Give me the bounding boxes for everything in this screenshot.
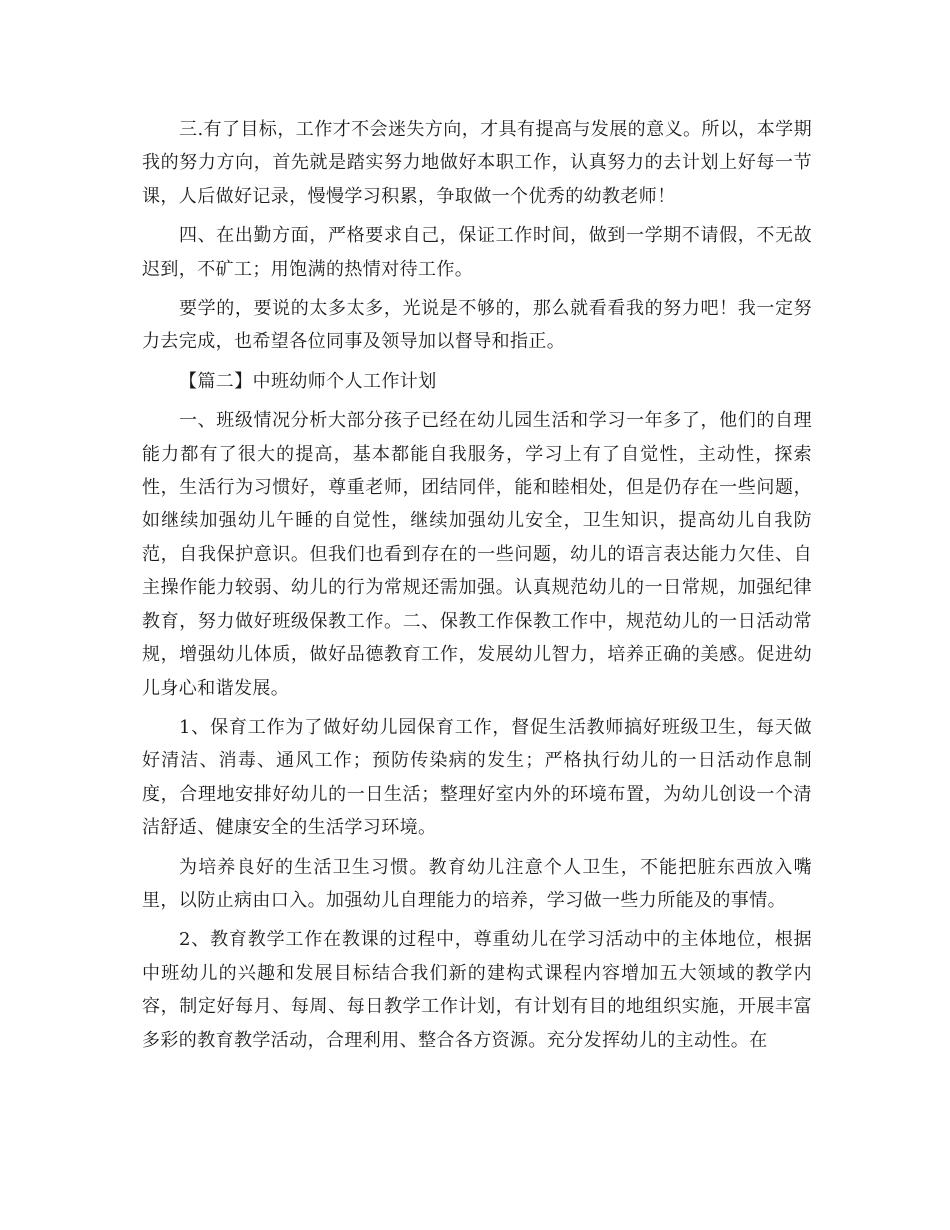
paragraph-teaching-work: 2、教育教学工作在教课的过程中，尊重幼儿在学习活动中的主体地位，根据中班幼儿的兴趣和发展目标结合我们新的建构式课程内容增加五大领域的教学内容，制定好每月、每周、每日教学工作计划，有计划有目的地组织实施，开展丰富多彩的教育教学活动，合理利用、整合各方资源。充分发挥幼儿的主动性。在 xyxy=(142,929,812,1051)
section-heading: 【篇二】中班幼师个人工作计划 xyxy=(179,370,437,392)
paragraph-class-analysis: 一、班级情况分析大部分孩子已经在幼儿园生活和学习一年多了，他们的自理能力都有了很大的提高，基本都能自我服务，学习上有了自觉性，主动性，探索性，生活行为习惯好，尊重老师，团结同伴，能和睦相处，但是仍存在一些问题，如继续加强幼儿午睡的自觉性，继续加强幼儿安全，卫生知识，提高幼儿自我防范，自我保护意识。但我们也看到存在的一些问题，幼儿的语言表达能力欠佳、自主操作能力较弱、幼儿的行为常规还需加强。认真规范幼儿的一日常规，加强纪律教育，努力做好班级保教工作。二、保教工作保教工作中，规范幼儿的一日活动常规，增强幼儿体质，做好品德教育工作，发展幼儿智力，培养正确的美感。促进幼儿身心和谐发展。 xyxy=(142,410,812,699)
paragraph-hygiene-habits: 为培养良好的生活卫生习惯。教育幼儿注意个人卫生，不能把脏东西放入嘴里，以防止病由口入。加强幼儿自理能力的培养，学习做一些力所能及的事情。 xyxy=(142,856,812,911)
paragraph-attendance: 四、在出勤方面，严格要求自己，保证工作时间，做到一学期不请假，不无故迟到，不矿工；用饱满的热情对待工作。 xyxy=(142,225,812,280)
paragraph-goal: 三.有了目标，工作才不会迷失方向，才具有提高与发展的意义。所以，本学期我的努力方向，首先就是踏实努力地做好本职工作，认真努力的去计划上好每一节课，人后做好记录，慢慢学习积累，争取做一个优秀的幼教老师！ xyxy=(142,119,812,207)
paragraph-closing: 要学的，要说的太多太多，光说是不够的，那么就看看我的努力吧！我一定努力去完成，也希望各位同事及领导加以督导和指正。 xyxy=(142,298,812,353)
document-body xyxy=(142,113,812,1063)
paragraph-care-work: 1、保育工作为了做好幼儿园保育工作，督促生活教师搞好班级卫生，每天做好清洁、消毒、通风工作；预防传染病的发生；严格执行幼儿的一日活动作息制度，合理地安排好幼儿的一日生活；整理好室内外的环境布置，为幼儿创设一个清洁舒适、健康安全的生活学习环境。 xyxy=(142,716,812,839)
